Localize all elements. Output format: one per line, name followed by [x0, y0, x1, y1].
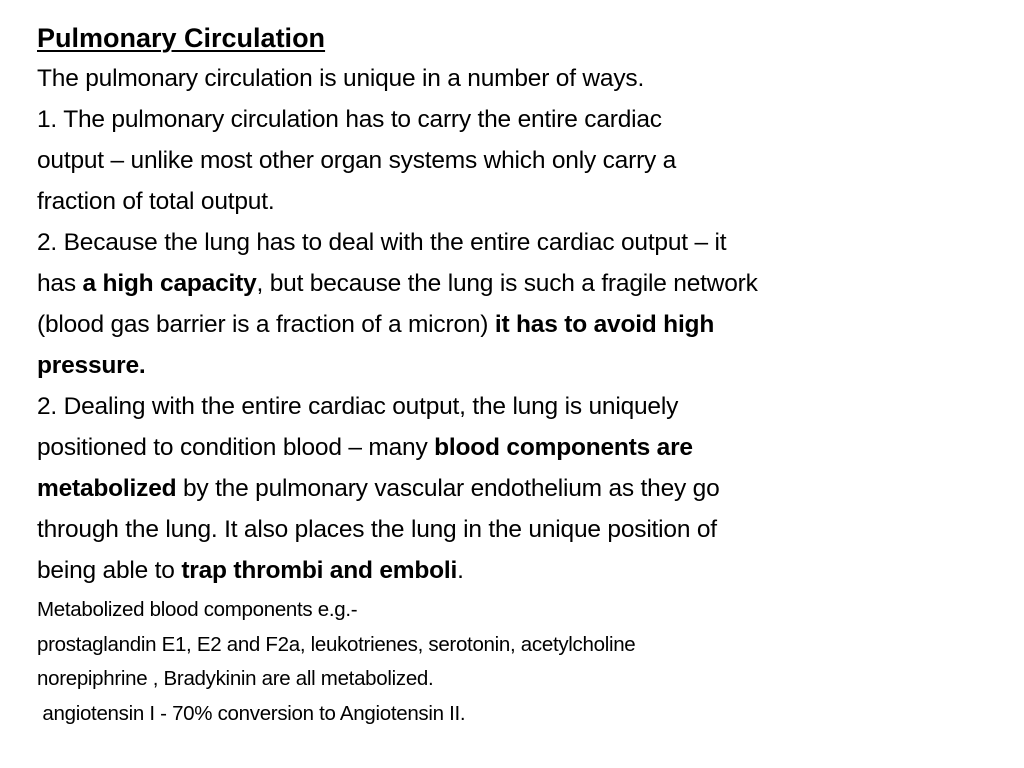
point-2b-line: through the lung. It also places the lung in the unique position of	[37, 516, 717, 543]
note-line: Metabolized blood components e.g.-	[37, 598, 358, 621]
emphasis-high-capacity: a high capacity	[82, 270, 257, 297]
text: has	[37, 270, 83, 297]
note-line: prostaglandin E1, E2 and F2a, leukotrienes, serotonin, acetylcholine	[37, 632, 636, 656]
emphasis-trap-thrombi: trap thrombi and emboli	[181, 557, 458, 584]
point-2b-line: 2. Dealing with the entire cardiac output, the lung is uniquely	[37, 393, 679, 420]
metabolized-notes	[37, 593, 997, 731]
point-1-line: 1. The pulmonary circulation has to carry the entire cardiac	[37, 106, 662, 133]
text: , but because the lung is such a fragile network	[256, 270, 758, 297]
intro-line: The pulmonary circulation is unique in a number of ways.	[37, 65, 645, 92]
slide-title: Pulmonary Circulation	[37, 23, 326, 53]
point-1-line: output – unlike most other organ systems which only carry a	[37, 147, 677, 174]
text: (blood gas barrier is a fraction of a micron)	[37, 311, 495, 338]
text: being able to	[37, 557, 182, 584]
point-2a-line	[37, 345, 997, 386]
emphasis-pressure: pressure.	[37, 352, 146, 379]
text: .	[457, 557, 464, 584]
point-2-metabolism	[37, 386, 997, 591]
point-2a-line: 2. Because the lung has to deal with the entire cardiac output – it	[37, 229, 727, 256]
point-2a-line	[37, 263, 997, 304]
point-2b-line	[37, 550, 997, 591]
text: by the pulmonary vascular endothelium as they go	[176, 475, 720, 502]
point-2-capacity	[37, 222, 997, 386]
point-2b-line	[37, 427, 997, 468]
emphasis-avoid-pressure: it has to avoid high	[494, 311, 715, 338]
point-2a-line	[37, 304, 997, 345]
text: positioned to condition blood – many	[37, 434, 435, 461]
note-line: norepiphrine , Bradykinin are all metabolized.	[37, 667, 434, 690]
slide-body	[37, 18, 997, 731]
note-line: angiotensin I - 70% conversion to Angiotensin II.	[37, 701, 466, 725]
point-1	[37, 99, 997, 222]
emphasis-blood-components: blood components are	[434, 434, 693, 461]
point-2b-line	[37, 468, 997, 509]
emphasis-metabolized: metabolized	[37, 475, 177, 502]
point-1-line: fraction of total output.	[37, 188, 275, 215]
